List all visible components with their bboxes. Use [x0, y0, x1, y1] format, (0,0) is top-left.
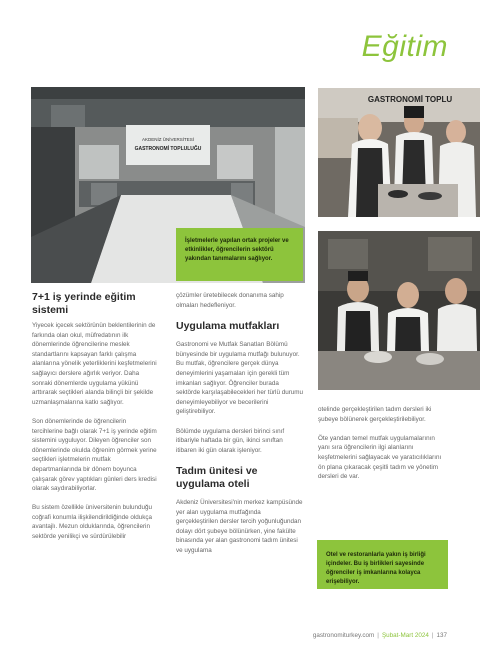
- paragraph: Son dönemlerinde de öğrencilerin tercihlerine bağlı olarak 7+1 iş yerinde eğitim sistemini uyguluyor. Dileyen öğrenciler son dönemlerinde okulda öğrenim görmek yerine seçtikleri işletmelerin mutfak departmanlarında bir dönem boyunca çalışarak görev yaptıkları günleri ders kredisi olarak saydırabiliyorlar.: [32, 417, 157, 493]
- kitchen-sign-line1: GASTRONOMİ TOPLULUĞU: [134, 146, 202, 152]
- paragraph: Öte yandan temel mutfak uygulamalarının yanı sıra öğrencilerin ilgi alanlarını keşfetmelerini sağlayacak ve yaratıcılıklarını ön plana çıkaracak çeşitli tadım ve yönetim dersleri de var.: [318, 434, 442, 481]
- section-title: Eğitim: [361, 30, 448, 63]
- footer-separator: |: [377, 632, 379, 639]
- chefs-team-photo: [318, 231, 480, 390]
- kitchen-sign-line2: AKDENİZ ÜNİVERSİTESİ: [141, 137, 195, 142]
- paragraph: Bu sistem özellikle üniversitenin bulunduğu coğrafi konumla ilişkilendirildiğinde oldukça avantajlı. Mezun olduklarında, öğrencilerin sektörde yenilikçi ve sürdürülebilir: [32, 504, 153, 541]
- paragraph: Akdeniz Üniversitesi'nin merkez kampüsünde yer alan uygulama mutfağında gerçekleştirilen dersler tercih yoğunluğundan dolayı dört şubeye bölünürken, yine fakülte binasında yer alan gastronomi tadım ünitesi ve uygulama: [176, 499, 303, 554]
- footer-page-number: 137: [436, 632, 447, 639]
- paragraph: Gastronomi ve Mutfak Sanatları Bölümü bünyesinde bir uygulama mutfağı bulunuyor. Bu mutfak, öğrencilere gerçek dünya deneyimlerini yaşamaları için gerekli tüm imkanları sağlıyor. Öğrenciler burada sektörde karşılaşabilecekleri her türlü durumu deneyimleyebiliyor ve becerilerini geliştirebiliyor.: [176, 341, 304, 416]
- callout-top: İşletmelerle yapılan ortak projeler ve etkinlikler, öğrencilerin sektörü yakından tanımalarını sağlıyor.: [176, 228, 303, 281]
- article-column-right: [318, 405, 448, 491]
- heading-uygulama-mutfaklari: Uygulama mutfakları: [176, 319, 280, 332]
- footer-site: gastronomiturkey.com: [312, 632, 375, 639]
- heading-7plus1: 7+1 iş yerinde eğitim sistemi: [32, 291, 136, 316]
- chefs-sign: GASTRONOMİ TOPLU: [367, 95, 453, 104]
- footer-issue: Şubat-Mart 2024: [381, 632, 429, 639]
- paragraph: Bölümde uygulama dersleri birinci sınıf itibariyle haftada bir gün, ikinci sınıftan itibaren iki gün olarak işleniyor.: [176, 427, 285, 454]
- footer-separator: |: [431, 632, 434, 639]
- page-footer: [313, 632, 447, 639]
- paragraph: Yiyecek içecek sektörünün beklentilerinin de farkında olan okul, müfredatının ilk dönemlerinde öğrencilerine meslek standartlarını kapsayan farklı çalışma alanlarına yönelik yeterliklerini keşfetmelerini sağlayıcı derslere ağırlık veriyor. Daha sonraki dönemlerde uygulama yükünü arttırarak seçtikleri alanda bilinçli bir şekilde uzmanlaşmalarına katkı sağlıyor.: [32, 322, 157, 406]
- chefs-cooking-photo: [318, 88, 480, 217]
- paragraph: çözümler üretebilecek donanıma sahip olmaları hedefleniyor.: [176, 292, 284, 309]
- paragraph: otelinde gerçekleştirilen tadım dersleri iki şubeye bölünerek gerçekleştirilebiliyor.: [318, 406, 432, 423]
- heading-tadim-unitesi: Tadım ünitesi ve uygulama oteli: [176, 465, 258, 490]
- callout-bottom: Otel ve restoranlarla yakın iş birliği içindeler. Bu iş birlikleri sayesinde öğrenciler iş imkanlarına kolayca erişebiliyor.: [317, 540, 448, 589]
- article-column-left: [32, 321, 158, 551]
- article-column-middle: [176, 291, 304, 565]
- article-heading-1: [32, 291, 162, 316]
